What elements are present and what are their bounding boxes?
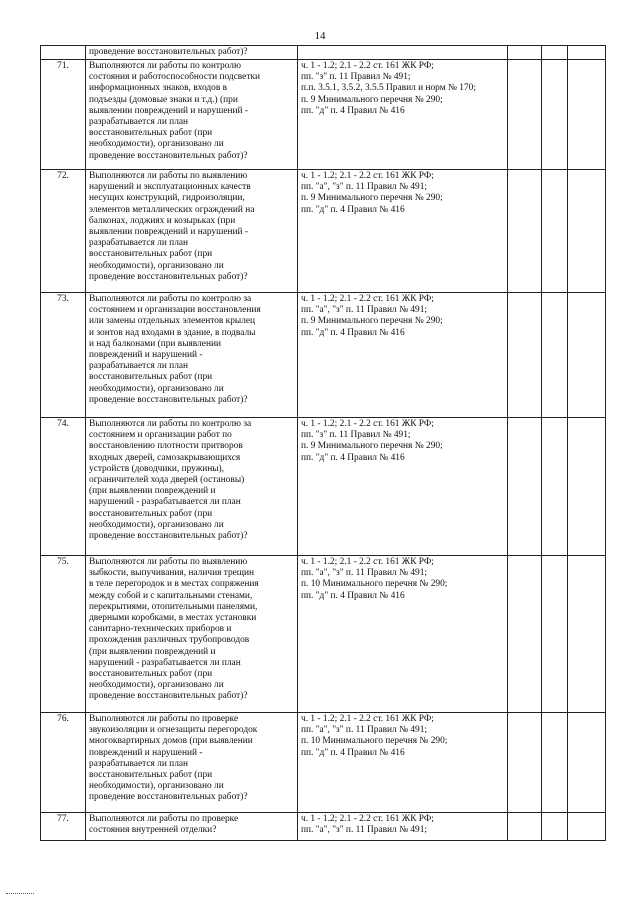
question-cell: Выполняются ли работы по контролю состояния и работоспособности подсветки информационных знаков, входов в подъезды (домовые знаки и т.д.) (при выявлении повреждений и нарушений - разрабатывается ли план восстановительных работ (при необходимости), организовано ли проведение восстановительных работ)? bbox=[86, 60, 298, 170]
note-cell bbox=[568, 170, 606, 293]
page-number: 14 bbox=[314, 30, 326, 42]
note-cell bbox=[568, 813, 606, 841]
footer-scan-mark bbox=[6, 893, 34, 895]
requirements-cell bbox=[298, 46, 508, 60]
answer-no-cell bbox=[542, 813, 568, 841]
question-cell: Выполняются ли работы по контролю за состоянием и организации восстановления или замены отдельных элементов крылец и зонтов над входами в здание, в подвалы и над балконами (при выявлении повреждений и нарушений - разрабатывается ли план восстановительных работ (при необходимости), организовано ли проведение восстановительных работ)? bbox=[86, 293, 298, 418]
requirements-cell: ч. 1 - 1.2; 2.1 - 2.2 ст. 161 ЖК РФ; пп. "з" п. 11 Правил № 491; п. 9 Минимального перечня № 290; пп. "д" п. 4 Правил № 416 bbox=[298, 418, 508, 556]
row-number: 71. bbox=[41, 60, 86, 170]
answer-yes-cell bbox=[508, 713, 542, 813]
table-row bbox=[41, 170, 606, 293]
note-cell bbox=[568, 60, 606, 170]
table-row bbox=[41, 60, 606, 170]
note-cell bbox=[568, 293, 606, 418]
answer-yes-cell bbox=[508, 46, 542, 60]
answer-no-cell bbox=[542, 170, 568, 293]
answer-yes-cell bbox=[508, 418, 542, 556]
requirements-cell: ч. 1 - 1.2; 2.1 - 2.2 ст. 161 ЖК РФ; пп. "з" п. 11 Правил № 491; п.п. 3.5.1, 3.5.2, 3.5.5 Правил и норм № 170; п. 9 Минимального перечня № 290; пп. "д" п. 4 Правил № 416 bbox=[298, 60, 508, 170]
requirements-cell: ч. 1 - 1.2; 2.1 - 2.2 ст. 161 ЖК РФ; пп. "а", "з" п. 11 Правил № 491; п. 10 Минимального перечня № 290; пп. "д" п. 4 Правил № 416 bbox=[298, 713, 508, 813]
answer-yes-cell bbox=[508, 293, 542, 418]
question-cell: Выполняются ли работы по выявлению нарушений и эксплуатационных качеств несущих конструкций, гидроизоляции, элементов металлических ограждений на балконах, лоджиях и козырьках (при выявлении повреждений и нарушений - разрабатывается ли план восстановительных работ (при необходимости), организовано ли проведение восстановительных работ)? bbox=[86, 170, 298, 293]
table-row bbox=[41, 46, 606, 60]
answer-no-cell bbox=[542, 418, 568, 556]
row-number: 74. bbox=[41, 418, 86, 556]
requirements-cell: ч. 1 - 1.2; 2.1 - 2.2 ст. 161 ЖК РФ; пп. "а", "з" п. 11 Правил № 491; п. 10 Минимального перечня № 290; пп. "д" п. 4 Правил № 416 bbox=[298, 556, 508, 713]
requirements-cell: ч. 1 - 1.2; 2.1 - 2.2 ст. 161 ЖК РФ; пп. "а", "з" п. 11 Правил № 491; п. 9 Минимального перечня № 290; пп. "д" п. 4 Правил № 416 bbox=[298, 170, 508, 293]
question-cell: Выполняются ли работы по проверке состояния внутренней отделки? bbox=[86, 813, 298, 841]
answer-yes-cell bbox=[508, 556, 542, 713]
row-number: 73. bbox=[41, 293, 86, 418]
requirements-cell: ч. 1 - 1.2; 2.1 - 2.2 ст. 161 ЖК РФ; пп. "а", "з" п. 11 Правил № 491; bbox=[298, 813, 508, 841]
row-number: 76. bbox=[41, 713, 86, 813]
table-row bbox=[41, 293, 606, 418]
requirements-cell: ч. 1 - 1.2; 2.1 - 2.2 ст. 161 ЖК РФ; пп. "а", "з" п. 11 Правил № 491; п. 9 Минимального перечня № 290; пп. "д" п. 4 Правил № 416 bbox=[298, 293, 508, 418]
note-cell bbox=[568, 46, 606, 60]
row-number bbox=[41, 46, 86, 60]
note-cell bbox=[568, 418, 606, 556]
answer-yes-cell bbox=[508, 170, 542, 293]
answer-yes-cell bbox=[508, 813, 542, 841]
checklist-table bbox=[40, 45, 606, 841]
row-number: 77. bbox=[41, 813, 86, 841]
row-number: 72. bbox=[41, 170, 86, 293]
answer-no-cell bbox=[542, 46, 568, 60]
question-cell: Выполняются ли работы по выявлению зыбкости, выпучивания, наличия трещин в теле перегородок и в местах сопряжения между собой и с капитальными стенами, перекрытиями, отопительными панелями, дверными коробками, в местах установки санитарно-технических приборов и прохождения различных трубопроводов (при выявлении повреждений и нарушений - разрабатывается ли план восстановительных работ (при необходимости), организовано ли проведение восстановительных работ)? bbox=[86, 556, 298, 713]
answer-no-cell bbox=[542, 556, 568, 713]
answer-no-cell bbox=[542, 293, 568, 418]
row-number: 75. bbox=[41, 556, 86, 713]
answer-yes-cell bbox=[508, 60, 542, 170]
table-row bbox=[41, 418, 606, 556]
answer-no-cell bbox=[542, 713, 568, 813]
question-cell: проведение восстановительных работ)? bbox=[86, 46, 298, 60]
note-cell bbox=[568, 556, 606, 713]
note-cell bbox=[568, 713, 606, 813]
table-row bbox=[41, 556, 606, 713]
table-row bbox=[41, 813, 606, 841]
question-cell: Выполняются ли работы по проверке звукоизоляции и огнезащиты перегородок многоквартирных домов (при выявлении повреждений и нарушений - разрабатывается ли план восстановительных работ (при необходимости), организовано ли проведение восстановительных работ)? bbox=[86, 713, 298, 813]
question-cell: Выполняются ли работы по контролю за состоянием и организации работ по восстановлению плотности притворов входных дверей, самозакрывающихся устройств (доводчики, пружины), ограничителей хода дверей (остановы) (при выявлении повреждений и нарушений - разрабатывается ли план восстановительных работ (при необходимости), организовано ли проведение восстановительных работ)? bbox=[86, 418, 298, 556]
table-row bbox=[41, 713, 606, 813]
answer-no-cell bbox=[542, 60, 568, 170]
